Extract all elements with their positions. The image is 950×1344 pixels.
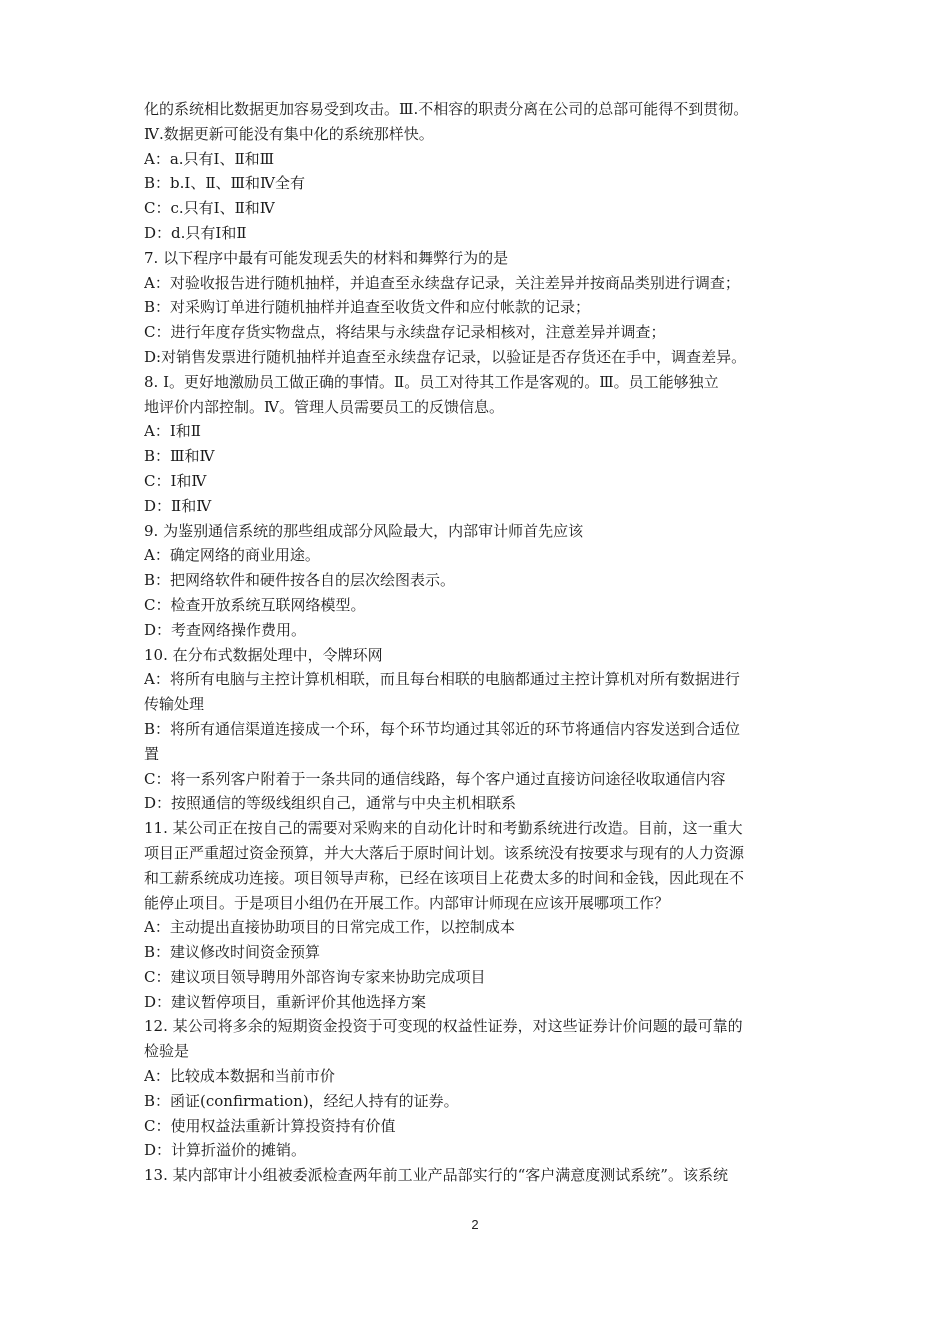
- document-body: [144, 97, 814, 1188]
- text-line: A：将所有电脑与主控计算机相联，而且每台相联的电脑都通过主控计算机对所有数据进行: [144, 670, 740, 689]
- text-line: A：对验收报告进行随机抽样，并追查至永续盘存记录，关注差异并按商品类别进行调查；: [144, 273, 740, 292]
- text-line: D：建议暂停项目，重新评价其他选择方案: [144, 992, 427, 1011]
- text-line: A：比较成本数据和当前市价: [144, 1067, 335, 1086]
- text-line: B：函证(confirmation)，经纪人持有的证券。: [144, 1091, 459, 1110]
- text-line: 和工薪系统成功连接。项目领导声称，已经在该项目上花费太多的时间和金钱，因此现在不: [144, 868, 745, 887]
- text-line: D：d.只有Ⅰ和Ⅱ: [144, 223, 247, 242]
- text-line: C：检查开放系统互联网络模型。: [144, 595, 366, 614]
- text-line: 传输处理: [144, 695, 205, 714]
- text-line: A：a.只有Ⅰ、Ⅱ和Ⅲ: [144, 149, 275, 168]
- text-line: C：c.只有Ⅰ、Ⅱ和Ⅳ: [144, 199, 275, 218]
- text-line: C：Ⅰ和Ⅳ: [144, 471, 207, 490]
- text-line: A：Ⅰ和Ⅱ: [144, 422, 201, 441]
- text-line: B：把网络软件和硬件按各自的层次绘图表示。: [144, 571, 456, 590]
- text-line: C：将一系列客户附着于一条共同的通信线路，每个客户通过直接访问途径收取通信内容: [144, 769, 726, 788]
- text-line: B：Ⅲ和Ⅳ: [144, 447, 215, 466]
- text-line: C：建议项目领导聘用外部咨询专家来协助完成项目: [144, 967, 486, 986]
- text-line: D：Ⅱ和Ⅳ: [144, 496, 212, 515]
- text-line: 11. 某公司正在按自己的需要对采购来的自动化计时和考勤系统进行改造。目前，这一重大: [144, 819, 743, 838]
- text-line: D：考查网络操作费用。: [144, 620, 307, 639]
- text-line: 12. 某公司将多余的短期资金投资于可变现的权益性证券，对这些证券计价问题的最可靠的: [144, 1017, 743, 1036]
- text-line: 9. 为鉴别通信系统的那些组成部分风险最大，内部审计师首先应该: [144, 521, 584, 540]
- text-line: C：进行年度存货实物盘点，将结果与永续盘存记录相核对，注意差异并调查；: [144, 323, 666, 342]
- text-line: B：对采购订单进行随机抽样并追查至收货文件和应付帐款的记录；: [144, 298, 591, 317]
- text-line: B：建议修改时间资金预算: [144, 943, 321, 962]
- text-line: 13. 某内部审计小组被委派检查两年前工业产品部实行的“客户满意度测试系统”。该系统: [144, 1166, 728, 1185]
- text-line: D:对销售发票进行随机抽样并追查至永续盘存记录，以验证是否存货还在手中，调查差异。: [144, 347, 747, 366]
- text-line: 检验是: [144, 1042, 190, 1061]
- text-line: Ⅳ.数据更新可能没有集中化的系统那样快。: [144, 124, 434, 143]
- text-line: C：使用权益法重新计算投资持有价值: [144, 1116, 396, 1135]
- text-line: 7. 以下程序中最有可能发现丢失的材料和舞弊行为的是: [144, 248, 509, 267]
- text-line: D：按照通信的等级线组织自己，通常与中央主机相联系: [144, 794, 517, 813]
- page-number: 2: [471, 1217, 479, 1232]
- text-line: A：主动提出直接协助项目的日常完成工作，以控制成本: [144, 918, 515, 937]
- text-line: 能停止项目。于是项目小组仍在开展工作。内部审计师现在应该开展哪项工作？: [144, 893, 670, 912]
- text-line: B：b.Ⅰ、Ⅱ、Ⅲ和Ⅳ全有: [144, 174, 305, 193]
- text-line: 项目正严重超过资金预算，并大大落后于原时间计划。该系统没有按要求与现有的人力资源: [144, 843, 745, 862]
- text-line: B：将所有通信渠道连接成一个环，每个环节均通过其邻近的环节将通信内容发送到合适位: [144, 719, 741, 738]
- text-line: 置: [144, 744, 160, 763]
- text-line: 10. 在分布式数据处理中，令牌环网: [144, 645, 383, 664]
- text-line: D：计算折溢价的摊销。: [144, 1141, 307, 1160]
- text-line: A：确定网络的商业用途。: [144, 546, 320, 565]
- text-line: 8. Ⅰ。更好地激励员工做正确的事情。Ⅱ。员工对待其工作是客观的。Ⅲ。员工能够独立: [144, 372, 719, 391]
- text-line: 化的系统相比数据更加容易受到攻击。Ⅲ.不相容的职责分离在公司的总部可能得不到贯彻。: [144, 100, 749, 118]
- text-line: 地评价内部控制。Ⅳ。管理人员需要员工的反馈信息。: [144, 397, 504, 416]
